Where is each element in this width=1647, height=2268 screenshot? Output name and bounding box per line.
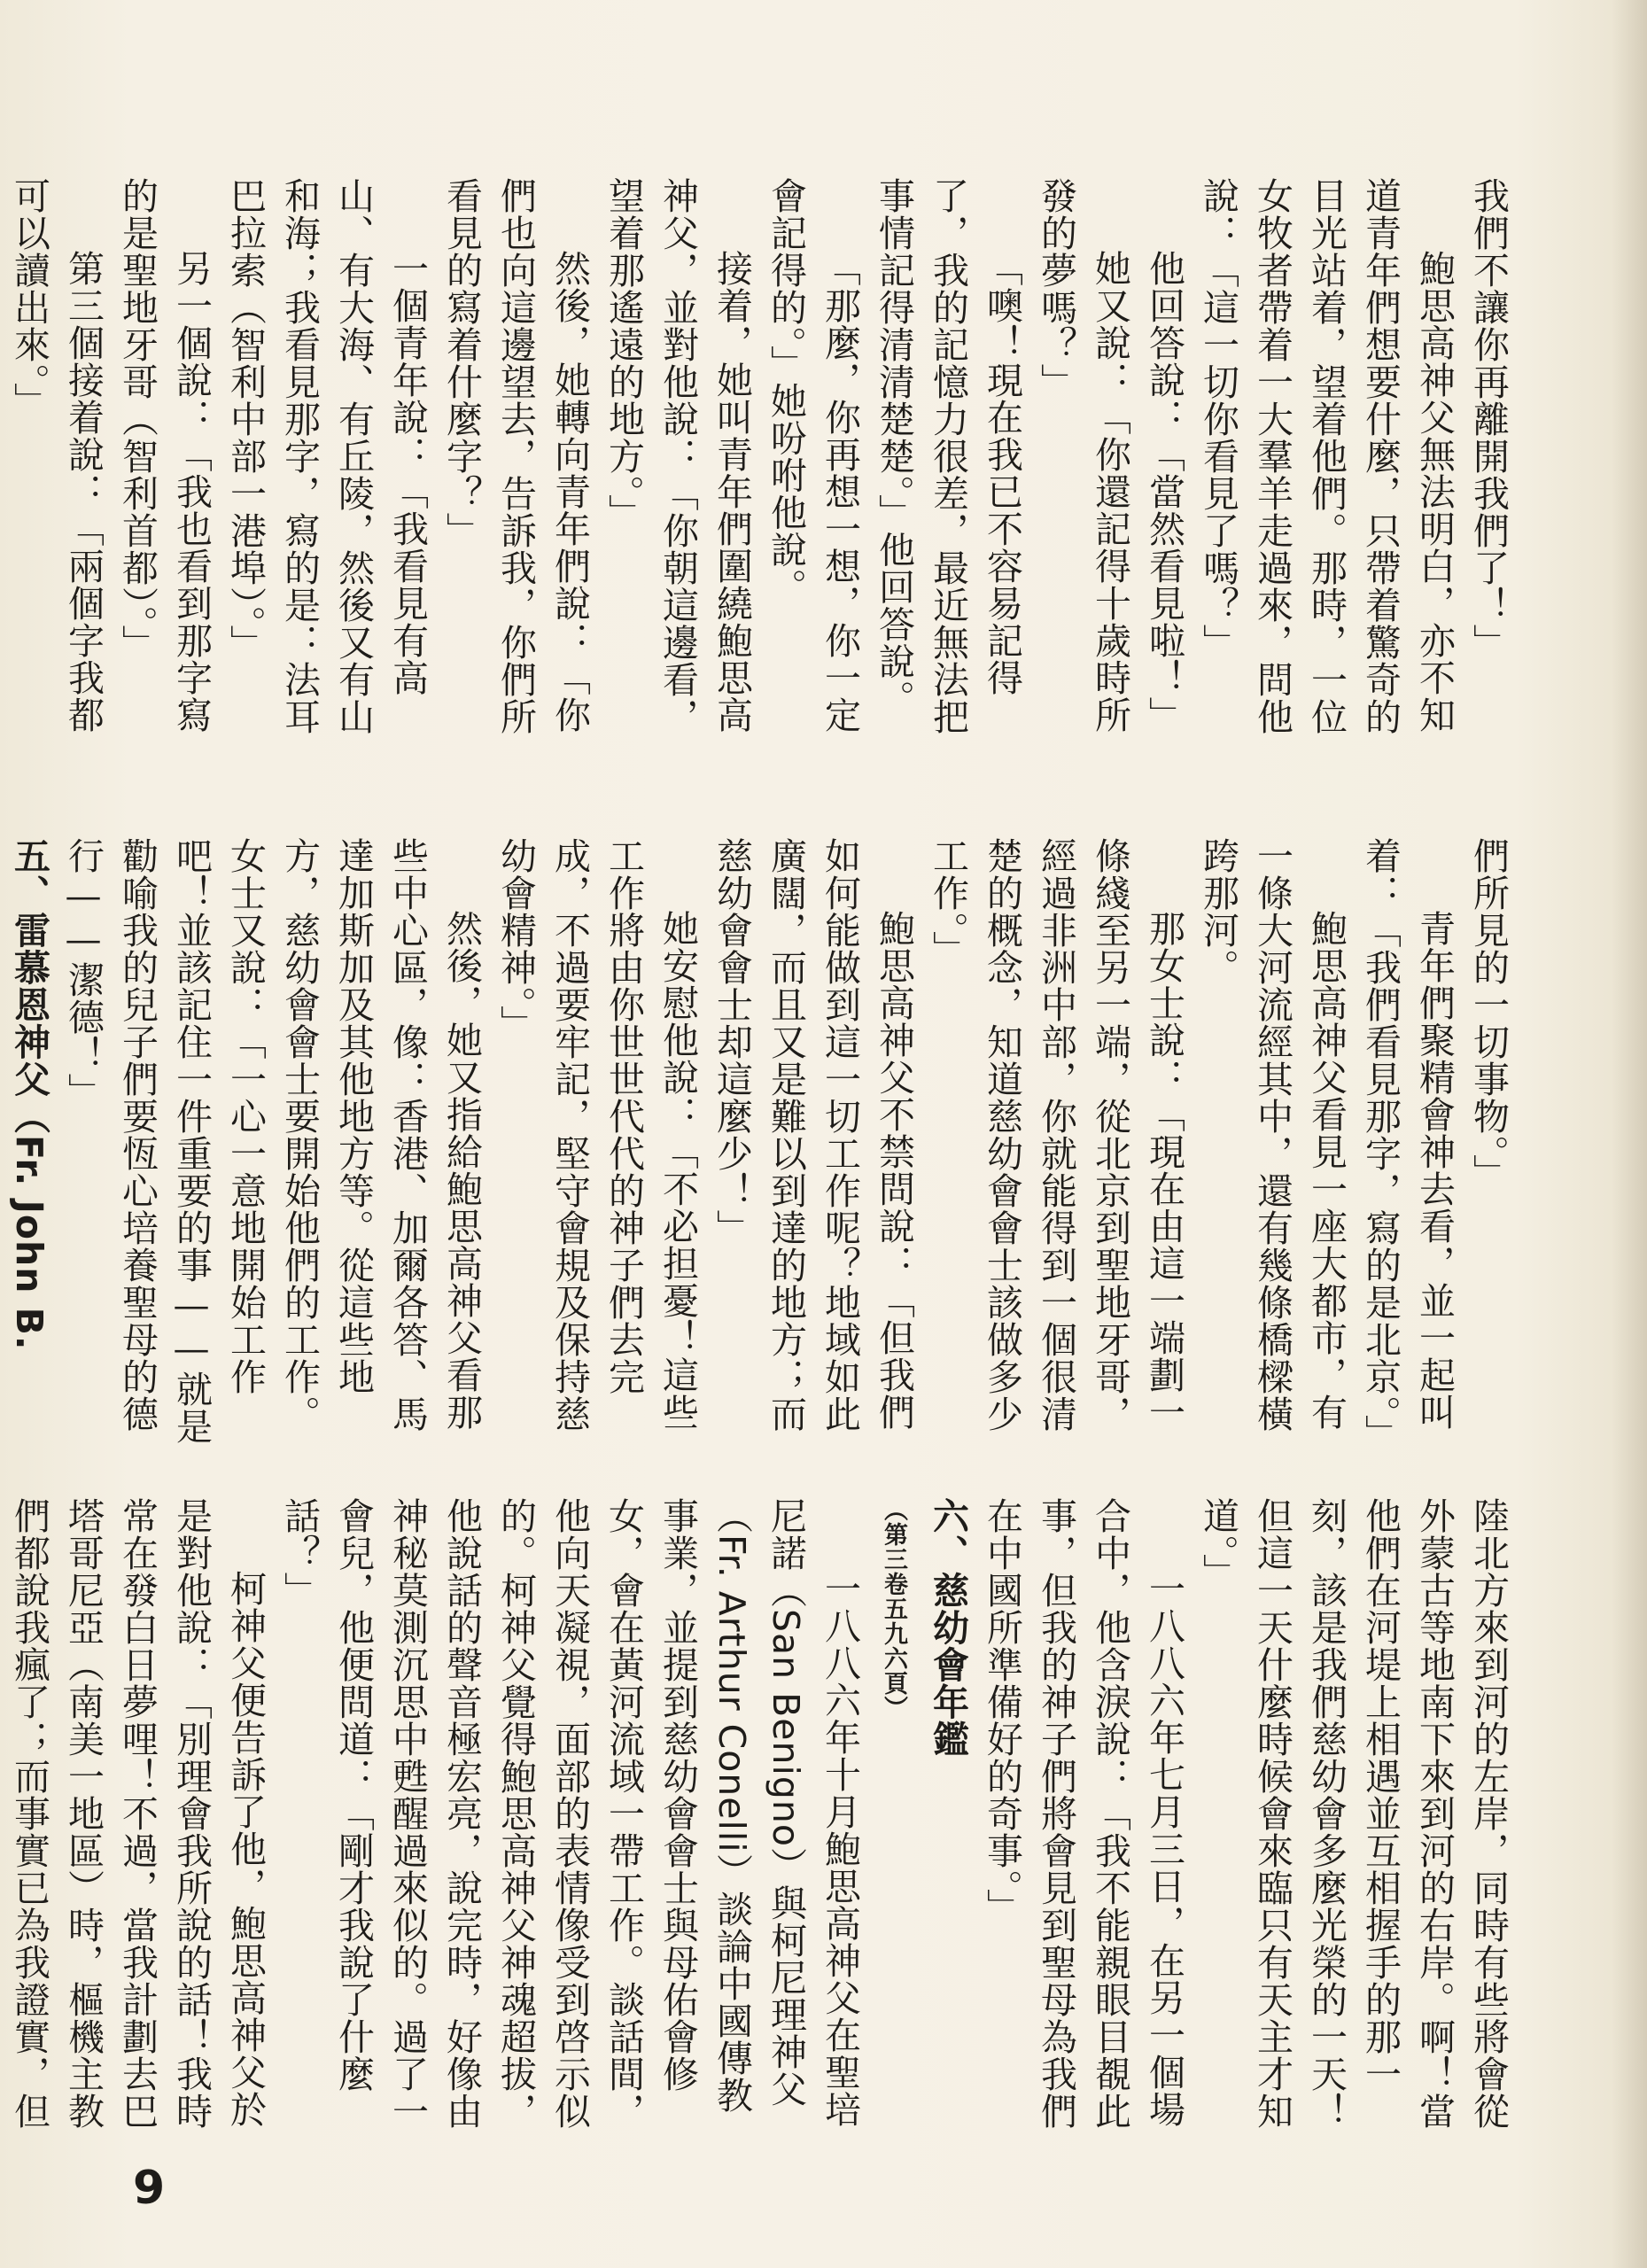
paragraph: 一八八六年七月三日，在另一個場合中，他含淚說：「我不能親眼目覩此事，但我的神子們將會見到聖母為我們在中國所準備好的奇事。」 bbox=[981, 1497, 1185, 2130]
latin-name: Fr. Arthur Conelli bbox=[711, 1534, 753, 1853]
text-run: ）談論中國傳教事業，並提到慈幼會會士與母佑會修女，會在黃河流域一帶工作。談話間，他向天凝視，面部的表情像受到啓示似的。柯神父覺得鮑思高神父神魂超拔，他說話的聲音極宏亮，說完時，好像由神秘莫測沉思中甦醒過來似的。過了一會兒，他便問道：「剛才我說了什麼話？」 bbox=[278, 1497, 753, 2130]
paragraph: 第三個接着說：「兩個字我都可以讀出來。」 bbox=[8, 177, 105, 734]
paragraph: 接着，她叫青年們圍繞鮑思高神父，並對他說：「你朝這邊看，望着那遙遠的地方。」 bbox=[602, 177, 753, 735]
paragraph: 然後，她又指給鮑思高神父看那些中心區，像：香港、加爾各答、馬達加斯加及其他地方等。從這些地方，慈幼會會士要開始他們的工作。女士又說：「一心一意地開始工作吧！並該記住一件重要的事——就是勸喻我的兒子們要恆心培養聖母的德行——潔德！」 bbox=[62, 837, 483, 1445]
paragraph: 柯神父便告訴了他，鮑思高神父於是對他說：「別理會我所說的話！我時常在發白日夢哩！不過，當我計劃去巴塔哥尼亞（南美一地區）時，樞機主教們都說我瘋了；而事實已為我證實，但 bbox=[8, 1497, 267, 2130]
heading-latin-name: Fr. John B. bbox=[8, 1135, 50, 1351]
paragraph: 他回答說：「當然看見啦！」 bbox=[1143, 250, 1185, 734]
paragraph: 青年們聚精會神去看，並一起叫着：「我們看見那字，寫的是北京。」 bbox=[1359, 837, 1456, 1452]
vertical-text-column bbox=[8, 837, 1515, 1457]
binding-shadow bbox=[1612, 0, 1647, 2268]
text-block-bottom bbox=[8, 1497, 1515, 2140]
section-reference-6: （第三卷五九六頁） bbox=[880, 1497, 907, 1720]
paragraph: 另一個說：「我也看到那字寫的是聖地牙哥（智利首都）。」 bbox=[116, 177, 213, 734]
text-block-top bbox=[8, 177, 1515, 766]
latin-name: San Benigno bbox=[765, 1609, 807, 1847]
vertical-text-column bbox=[8, 1497, 1515, 2140]
paragraph: 她又說：「你還記得十歲時所發的夢嗎？」 bbox=[1035, 177, 1131, 734]
paragraph: 然後，她轉向青年們說：「你們也向這邊望去，告訴我，你們所看見的寫着什麼字？」 bbox=[440, 177, 591, 735]
paragraph: 鮑思高神父看見一座大都市，有一條大河流經其中，還有幾條橋樑橫跨那河。 bbox=[1197, 837, 1348, 1433]
paragraph: 們所見的一切事物。」 bbox=[1467, 837, 1510, 1192]
paragraph bbox=[272, 1497, 866, 2140]
paragraph: 「噢！現在我已不容易記得了，我的記憶力很差，最近無法把事情記得清清楚楚。」他回答說。 bbox=[873, 177, 1023, 735]
paragraph: 「那麼，你再想一想，你一定會記得的。」她吩咐他說。 bbox=[765, 177, 861, 734]
page-number: 9 bbox=[133, 2162, 166, 2215]
heading-text: 五、雷慕恩神父（ bbox=[8, 837, 50, 1135]
text-run: ）與柯尼理神父（ bbox=[711, 1497, 807, 2108]
paragraph: 我們不讓你再離開我們了！」 bbox=[1467, 177, 1510, 661]
section-heading-6: 六、慈幼會年鑑 bbox=[927, 1497, 969, 1758]
vertical-text-column bbox=[8, 177, 1515, 766]
paragraph bbox=[0, 177, 2, 766]
paragraph: 她安慰他說：「不必担憂！這些工作將由你世世代代的神子們去完成，不過要牢記，堅守會規及保持慈幼會精神。」 bbox=[494, 837, 699, 1433]
paragraph: 鮑思高神父不禁問說：「但我們如何能做到這一切工作呢？地域如此廣闊，而且又是難以到達的地方；而慈幼會會士却這麼少！」 bbox=[711, 837, 915, 1433]
paragraph: 鮑思高神父無法明白，亦不知道青年們想要什麼，只帶着驚奇的目光站着，望着他們。那時，一位女牧者帶着一大羣羊走過來，問他說：「這一切你看見了嗎？」 bbox=[1197, 177, 1456, 735]
paragraph: 一個青年說：「我看見有高山、有大海、有丘陵，然後又有山和海；我看見那字，寫的是：法耳巴拉索（智利中部一港埠）。」 bbox=[224, 177, 429, 735]
paragraph: 陸北方來到河的左岸，同時有些將會從外蒙古等地南下來到河的右岸。啊！當他們在河堤上相遇並互相握手的那一刻，該是我們慈幼會多麼光榮的一天！但這一天什麼時候會來臨只有天主才知道。」 bbox=[1197, 1497, 1510, 2130]
paragraph: 那女士說：「現在由這一端劃一條綫至另一端，從北京到聖地牙哥，經過非洲中部，你就能得到一個很清楚的概念，知道慈幼會會士該做多少工作。」 bbox=[927, 837, 1185, 1433]
text-block-middle bbox=[8, 837, 1515, 1457]
text-run: 一八八六年十月鮑思高神父在聖培尼諾（ bbox=[765, 1497, 861, 2128]
section-heading-5 bbox=[0, 837, 56, 1457]
